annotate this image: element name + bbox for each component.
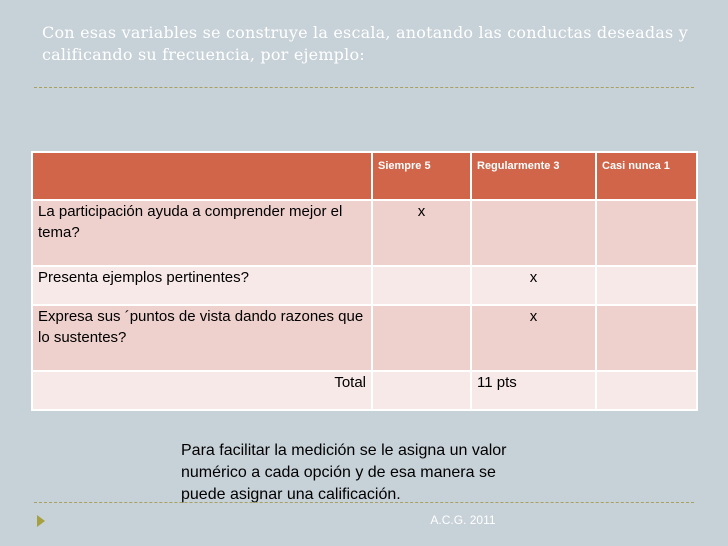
casi-nunca-cell — [596, 305, 697, 371]
explanatory-note: Para facilitar la medición se le asigna un valor numérico a cada opción y de esa manera se puede asignar una calificación. — [181, 442, 507, 503]
header-behavior — [32, 152, 372, 200]
slide-title: Con esas variables se construye la escala, anotando las conductas deseadas y calificando su frecuencia, por ejemplo: — [42, 23, 688, 64]
header-regularmente: Regularmente 3 — [471, 152, 596, 200]
siempre-cell: x — [372, 200, 471, 266]
footer — [0, 513, 728, 527]
total-value: 11 pts — [471, 371, 596, 410]
total-casi-nunca-cell — [596, 371, 697, 410]
total-siempre-cell — [372, 371, 471, 410]
regularmente-cell: x — [471, 305, 596, 371]
table-header-row — [32, 152, 697, 200]
casi-nunca-cell — [596, 266, 697, 305]
total-row — [32, 371, 697, 410]
header-casi-nunca: Casi nunca 1 — [596, 152, 697, 200]
rating-scale-table — [31, 151, 698, 411]
behavior-cell: La participación ayuda a comprender mejor el tema? — [32, 200, 372, 266]
table-row — [32, 200, 697, 266]
title-divider — [34, 87, 694, 88]
behavior-cell: Expresa sus ´puntos de vista dando razones que lo sustentes? — [32, 305, 372, 371]
footer-divider — [34, 502, 694, 503]
regularmente-cell — [471, 200, 596, 266]
behavior-cell: Presenta ejemplos pertinentes? — [32, 266, 372, 305]
table-row — [32, 266, 697, 305]
total-label: Total — [32, 371, 372, 410]
siempre-cell — [372, 266, 471, 305]
table-row — [32, 305, 697, 371]
siempre-cell — [372, 305, 471, 371]
header-siempre: Siempre 5 — [372, 152, 471, 200]
regularmente-cell: x — [471, 266, 596, 305]
footer-credit: A.C.G. 2011 — [430, 513, 496, 527]
casi-nunca-cell — [596, 200, 697, 266]
